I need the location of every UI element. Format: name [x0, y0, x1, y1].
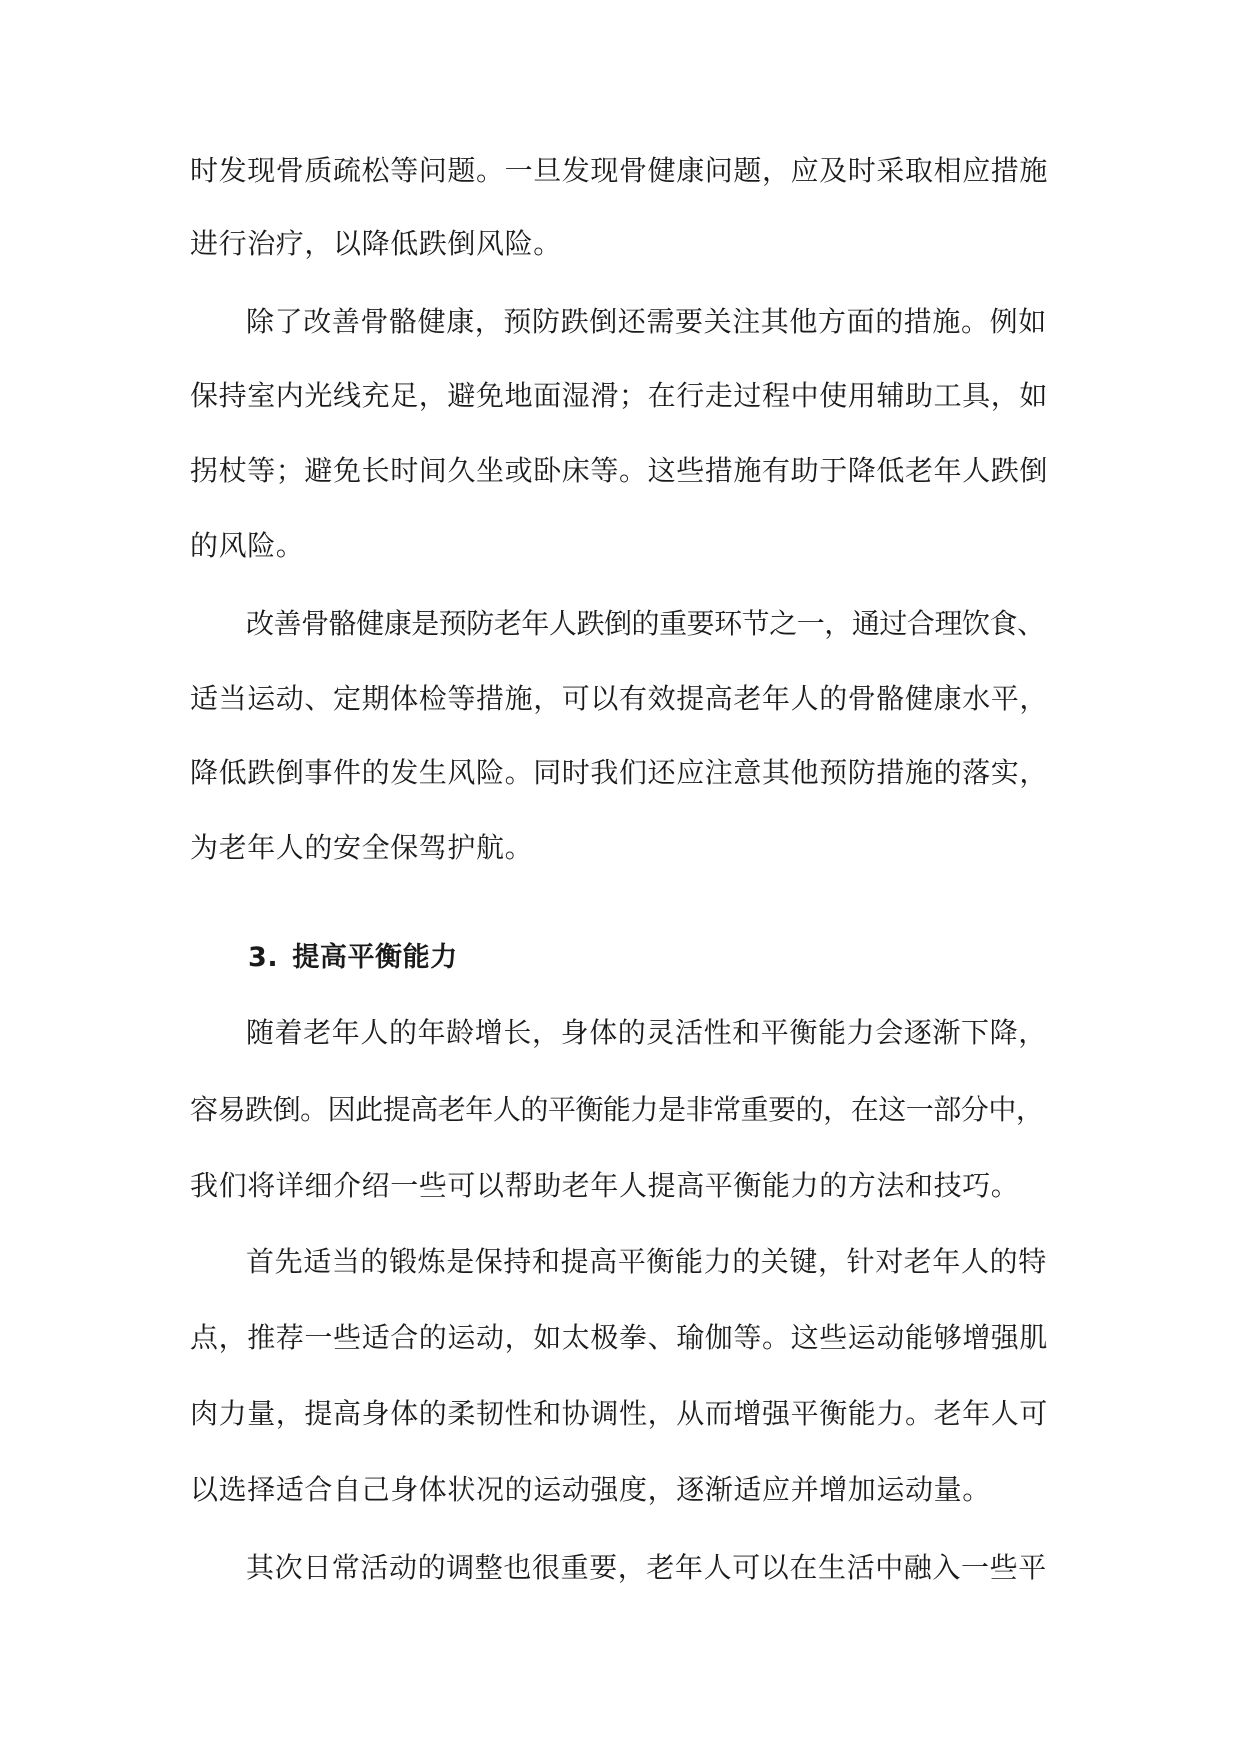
- section-number: 3.: [248, 942, 279, 973]
- paragraph-line: 为老年人的安全保驾护航。: [190, 831, 534, 864]
- paragraph-line: 点，推荐一些适合的运动，如太极拳、瑜伽等。这些运动能够增强肌: [190, 1321, 1049, 1354]
- paragraph-line: 时发现骨质疏松等问题。一旦发现骨健康问题，应及时采取相应措施: [190, 154, 1049, 187]
- paragraph-first-line: 随着老年人的年龄增长，身体的灵活性和平衡能力会逐渐下降，: [246, 1016, 1047, 1049]
- paragraph-line: 容易跌倒。因此提高老年人的平衡能力是非常重要的，在这一部分中，: [190, 1093, 1044, 1126]
- paragraph-line: 以选择适合自己身体状况的运动强度，逐渐适应并增加运动量。: [190, 1473, 991, 1506]
- paragraph-line: 拐杖等；避免长时间久坐或卧床等。这些措施有助于降低老年人跌倒: [190, 454, 1049, 487]
- paragraph-first-line: 改善骨骼健康是预防老年人跌倒的重要环节之一，通过合理饮食、: [246, 607, 1045, 640]
- paragraph-line: 保持室内光线充足，避免地面湿滑；在行走过程中使用辅助工具，如: [190, 379, 1049, 412]
- paragraph-first-line: 其次日常活动的调整也很重要，老年人可以在生活中融入一些平: [246, 1551, 1047, 1584]
- section-heading: [248, 938, 1108, 978]
- paragraph-first-line: 除了改善骨骼健康，预防跌倒还需要关注其他方面的措施。例如: [246, 305, 1047, 338]
- paragraph-line: 的风险。: [190, 529, 305, 562]
- section-title: 提高平衡能力: [292, 942, 458, 973]
- paragraph-line: 进行治疗，以降低跌倒风险。: [190, 227, 562, 260]
- paragraph-line: 降低跌倒事件的发生风险。同时我们还应注意其他预防措施的落实，: [190, 756, 1049, 789]
- paragraph-line: 肉力量，提高身体的柔韧性和协调性，从而增强平衡能力。老年人可: [190, 1397, 1049, 1430]
- paragraph-line: 我们将详细介绍一些可以帮助老年人提高平衡能力的方法和技巧。: [190, 1169, 1020, 1202]
- paragraph-line: 适当运动、定期体检等措施，可以有效提高老年人的骨骼健康水平，: [190, 682, 1049, 715]
- paragraph-first-line: 首先适当的锻炼是保持和提高平衡能力的关键，针对老年人的特: [246, 1245, 1047, 1278]
